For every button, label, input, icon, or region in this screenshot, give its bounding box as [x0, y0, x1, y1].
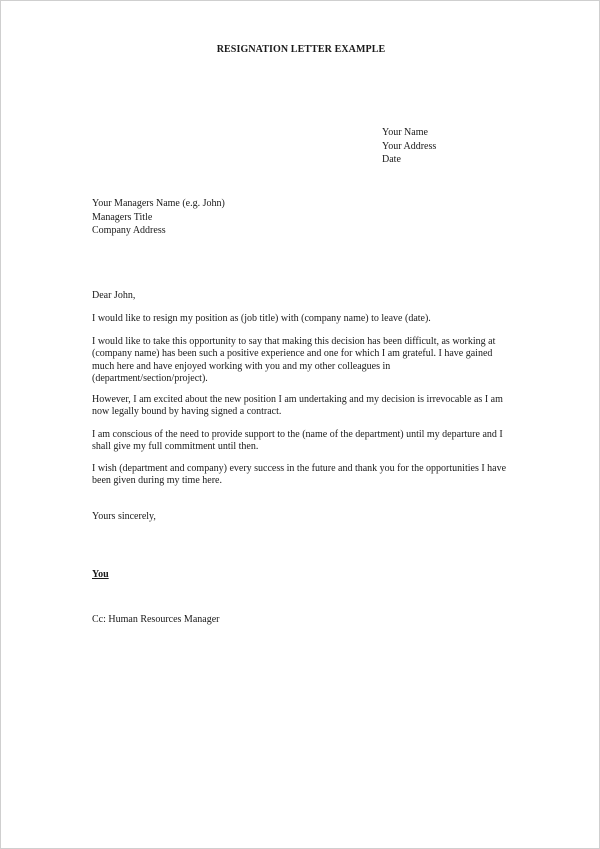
sender-name: Your Name [382, 127, 428, 138]
paragraph-line: been given during my time here. [92, 475, 222, 487]
cc-line: Cc: Human Resources Manager [92, 614, 220, 625]
recipient-address: Company Address [92, 225, 166, 236]
sender-date: Date [382, 154, 401, 165]
paragraph-line: I am conscious of the need to provide support to the (name of the department) until my departure and I [92, 429, 503, 440]
paragraph-5 [92, 463, 512, 488]
paragraph-1 [92, 313, 512, 325]
recipient-block [92, 197, 225, 238]
signature: You [92, 569, 109, 580]
paragraph-line: (department/section/project). [92, 372, 208, 384]
closing: Yours sincerely, [92, 511, 156, 522]
paragraph-line: I wish (department and company) every success in the future and thank you for the opportunities I have [92, 463, 507, 474]
paragraph-line: However, I am excited about the new position I am undertaking and my decision is irrevocable as I am [92, 394, 503, 405]
paragraph-line: much here and have enjoyed working with you and my other colleagues in [92, 360, 391, 372]
paragraph-3 [92, 394, 512, 419]
recipient-title: Managers Title [92, 211, 153, 223]
sender-block [382, 126, 436, 167]
paragraph-line: now legally bound by having signed a contract. [92, 406, 282, 418]
paragraph-2 [92, 336, 512, 385]
paragraph-line: shall give my full commitment until then. [92, 441, 259, 453]
document-title: RESIGNATION LETTER EXAMPLE [216, 44, 386, 55]
paragraph-line: (company name) has been such a positive experience and one for which I am grateful. I have gained [92, 348, 493, 360]
paragraph-line: I would like to take this opportunity to say that making this decision has been difficult, as working at [92, 336, 496, 347]
paragraph-line: I would like to resign my position as (job title) with (company name) to leave (date). [92, 313, 431, 324]
paragraph-4 [92, 429, 512, 454]
recipient-name: Your Managers Name (e.g. John) [92, 198, 225, 209]
salutation: Dear John, [92, 290, 136, 301]
sender-address: Your Address [382, 140, 437, 152]
